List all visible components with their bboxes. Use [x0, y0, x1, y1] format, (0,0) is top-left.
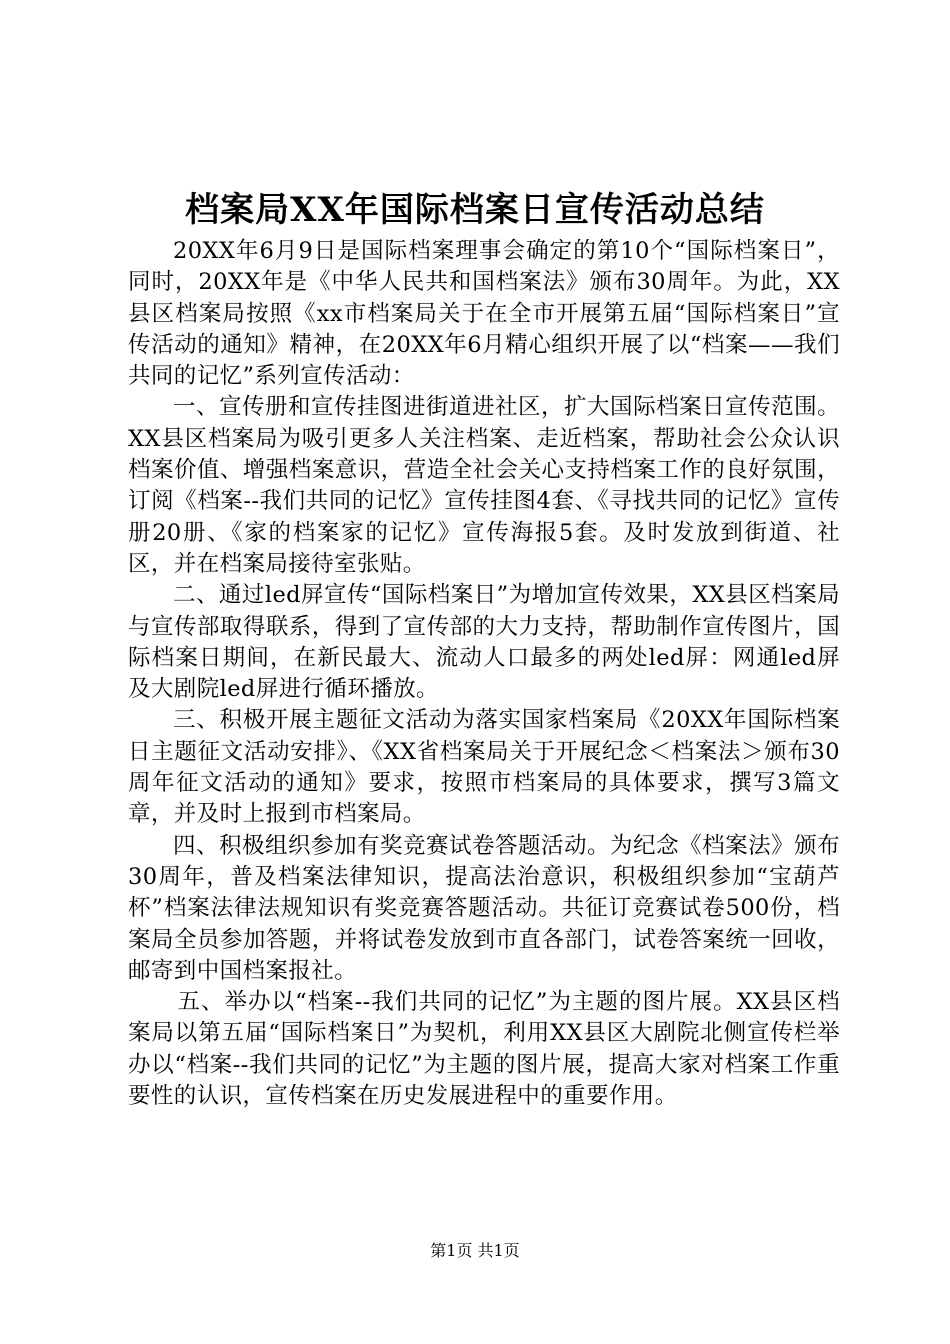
page-title: 档案局XX年国际档案日宣传活动总结	[185, 190, 765, 230]
paragraph-section-2: 二、通过led屏宣传“国际档案日”为增加宣传效果，XX县区档案局与宣传部取得联系，得到了宣传部的大力支持，帮助制作宣传图片，国际档案日期间，在新民最大、流动人口最多的两处led屏：网通led屏及大剧院led屏进行循环播放。	[128, 582, 840, 703]
document-body	[128, 236, 840, 1112]
paragraph-section-4: 四、积极组织参加有奖竞赛试卷答题活动。为纪念《档案法》颁布30周年，普及档案法律知识，提高法治意识，积极组织参加“宝葫芦杯”档案法律法规知识有奖竞赛答题活动。共征订竞赛试卷500份，档案局全员参加答题，并将试卷发放到市直各部门，试卷答案统一回收，邮寄到中国档案报社。	[128, 832, 840, 984]
paragraph-section-5: 五、举办以“档案--我们共同的记忆”为主题的图片展。XX县区档案局以第五届“国际档案日”为契机，利用XX县区大剧院北侧宣传栏举办以“档案--我们共同的记忆”为主题的图片展，提高大家对档案工作重要性的认识，宣传档案在历史发展进程中的重要作用。	[128, 989, 840, 1110]
paragraph-intro: 20XX年6月9日是国际档案理事会确定的第10个“国际档案日”，同时，20XX年是《中华人民共和国档案法》颁布30周年。为此，XX县区档案局按照《xx市档案局关于在全市开展第五届“国际档案日”宣传活动的通知》精神，在20XX年6月精心组织开展了以“档案——我们共同的记忆”系列宣传活动：	[128, 238, 840, 390]
paragraph-section-3: 三、积极开展主题征文活动为落实国家档案局《20XX年国际档案日主题征文活动安排》、《XX省档案局关于开展纪念＜档案法＞颁布30周年征文活动的通知》要求，按照市档案局的具体要求，撰写3篇文章，并及时上报到市档案局。	[128, 707, 840, 828]
paragraph-section-1: 一、宣传册和宣传挂图进街道进社区，扩大国际档案日宣传范围。XX县区档案局为吸引更多人关注档案、走近档案，帮助社会公众认识档案价值、增强档案意识，营造全社会关心支持档案工作的良好氛围，订阅《档案--我们共同的记忆》宣传挂图4套、《寻找共同的记忆》宣传册20册、《家的档案家的记忆》宣传海报5套。及时发放到街道、社区，并在档案局接待室张贴。	[128, 394, 840, 577]
page-footer: 第1页 共1页	[430, 1241, 520, 1260]
